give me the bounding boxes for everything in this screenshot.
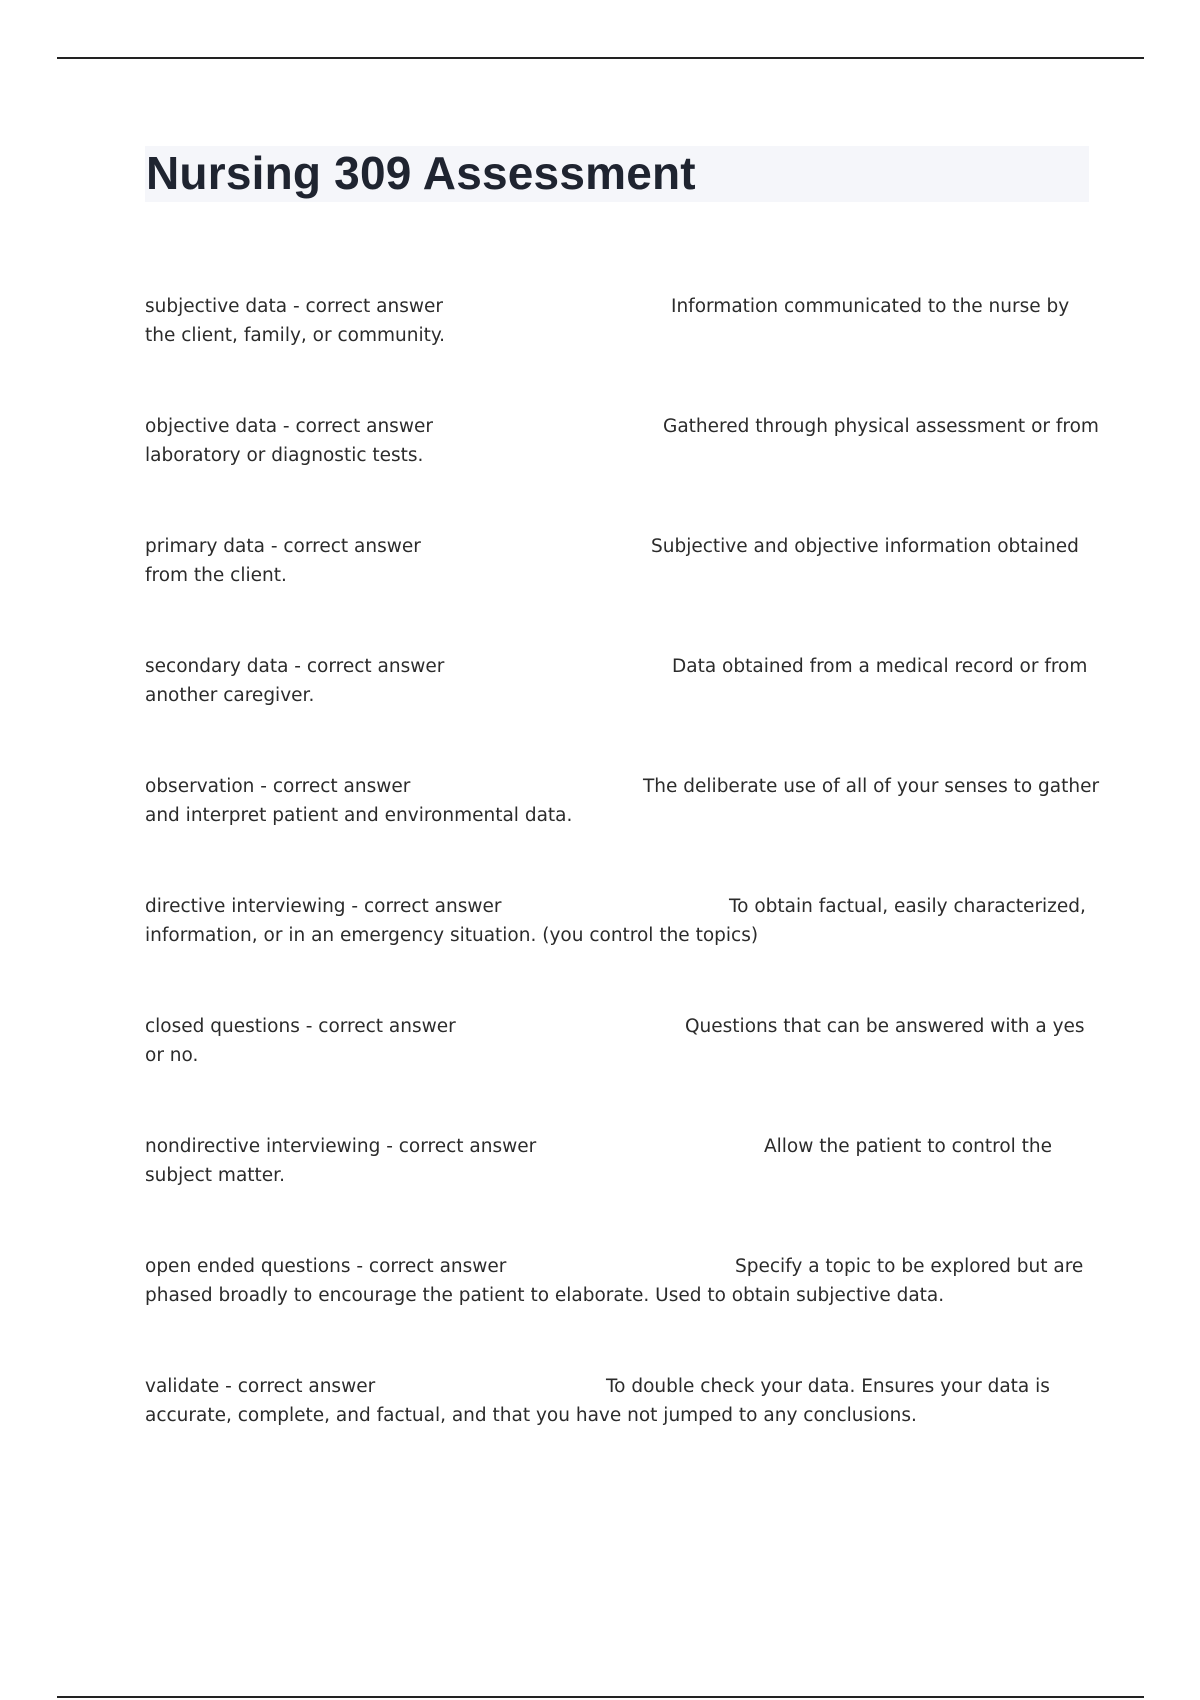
entry-definition-continued: or no. (145, 1045, 199, 1066)
flashcard-entry (145, 772, 1100, 892)
flashcard-entry (145, 1012, 1089, 1132)
entry-term: subjective data - correct answer (145, 296, 443, 317)
flashcard-entry (145, 1132, 1089, 1252)
page-bottom-rule (57, 1696, 1144, 1698)
flashcard-entry (145, 652, 1089, 772)
flashcard-entry (145, 532, 1089, 652)
entry-definition-start: To double check your data. Ensures your data is (606, 1376, 1050, 1397)
page-top-rule (57, 57, 1144, 59)
entry-term: primary data - correct answer (145, 536, 421, 557)
entry-definition-continued: information, or in an emergency situation. (you control the topics) (145, 925, 759, 946)
entry-definition-continued: another caregiver. (145, 685, 315, 706)
entry-term: objective data - correct answer (145, 416, 433, 437)
entry-definition-start: Gathered through physical assessment or from (663, 416, 1099, 437)
entry-term: directive interviewing - correct answer (145, 896, 502, 917)
entry-definition-continued: phased broadly to encourage the patient to elaborate. Used to obtain subjective data. (145, 1285, 945, 1306)
flashcard-entry (145, 892, 1089, 1012)
entry-definition-start: Specify a topic to be explored but are (735, 1256, 1084, 1277)
entry-definition-start: Information communicated to the nurse by (671, 296, 1070, 317)
entry-definition-continued: and interpret patient and environmental data. (145, 805, 573, 826)
entry-term: open ended questions - correct answer (145, 1256, 507, 1277)
page-title: Nursing 309 Assessment (146, 147, 696, 199)
entry-definition-continued: from the client. (145, 565, 287, 586)
entry-definition-continued: laboratory or diagnostic tests. (145, 445, 424, 466)
entry-term: observation - correct answer (145, 776, 411, 797)
entry-term: closed questions - correct answer (145, 1016, 456, 1037)
entry-term: validate - correct answer (145, 1376, 376, 1397)
entry-term: nondirective interviewing - correct answer (145, 1136, 537, 1157)
entry-definition-start: Allow the patient to control the (764, 1136, 1053, 1157)
entry-definition-continued: subject matter. (145, 1165, 285, 1186)
entry-term: secondary data - correct answer (145, 656, 445, 677)
entry-definition-start: The deliberate use of all of your senses to gather (643, 776, 1100, 797)
flashcard-list (145, 292, 1100, 1492)
entry-definition-continued: the client, family, or community. (145, 325, 446, 346)
entry-definition-start: Subjective and objective information obtained (651, 536, 1079, 557)
flashcard-entry (145, 292, 1089, 412)
entry-definition-start: To obtain factual, easily characterized, (729, 896, 1086, 917)
flashcard-entry (145, 1252, 1089, 1372)
flashcard-entry (145, 412, 1099, 532)
flashcard-entry (145, 1372, 1089, 1492)
entry-definition-continued: accurate, complete, and factual, and that you have not jumped to any conclusions. (145, 1405, 917, 1426)
entry-definition-start: Data obtained from a medical record or from (672, 656, 1088, 677)
entry-definition-start: Questions that can be answered with a yes (685, 1016, 1085, 1037)
